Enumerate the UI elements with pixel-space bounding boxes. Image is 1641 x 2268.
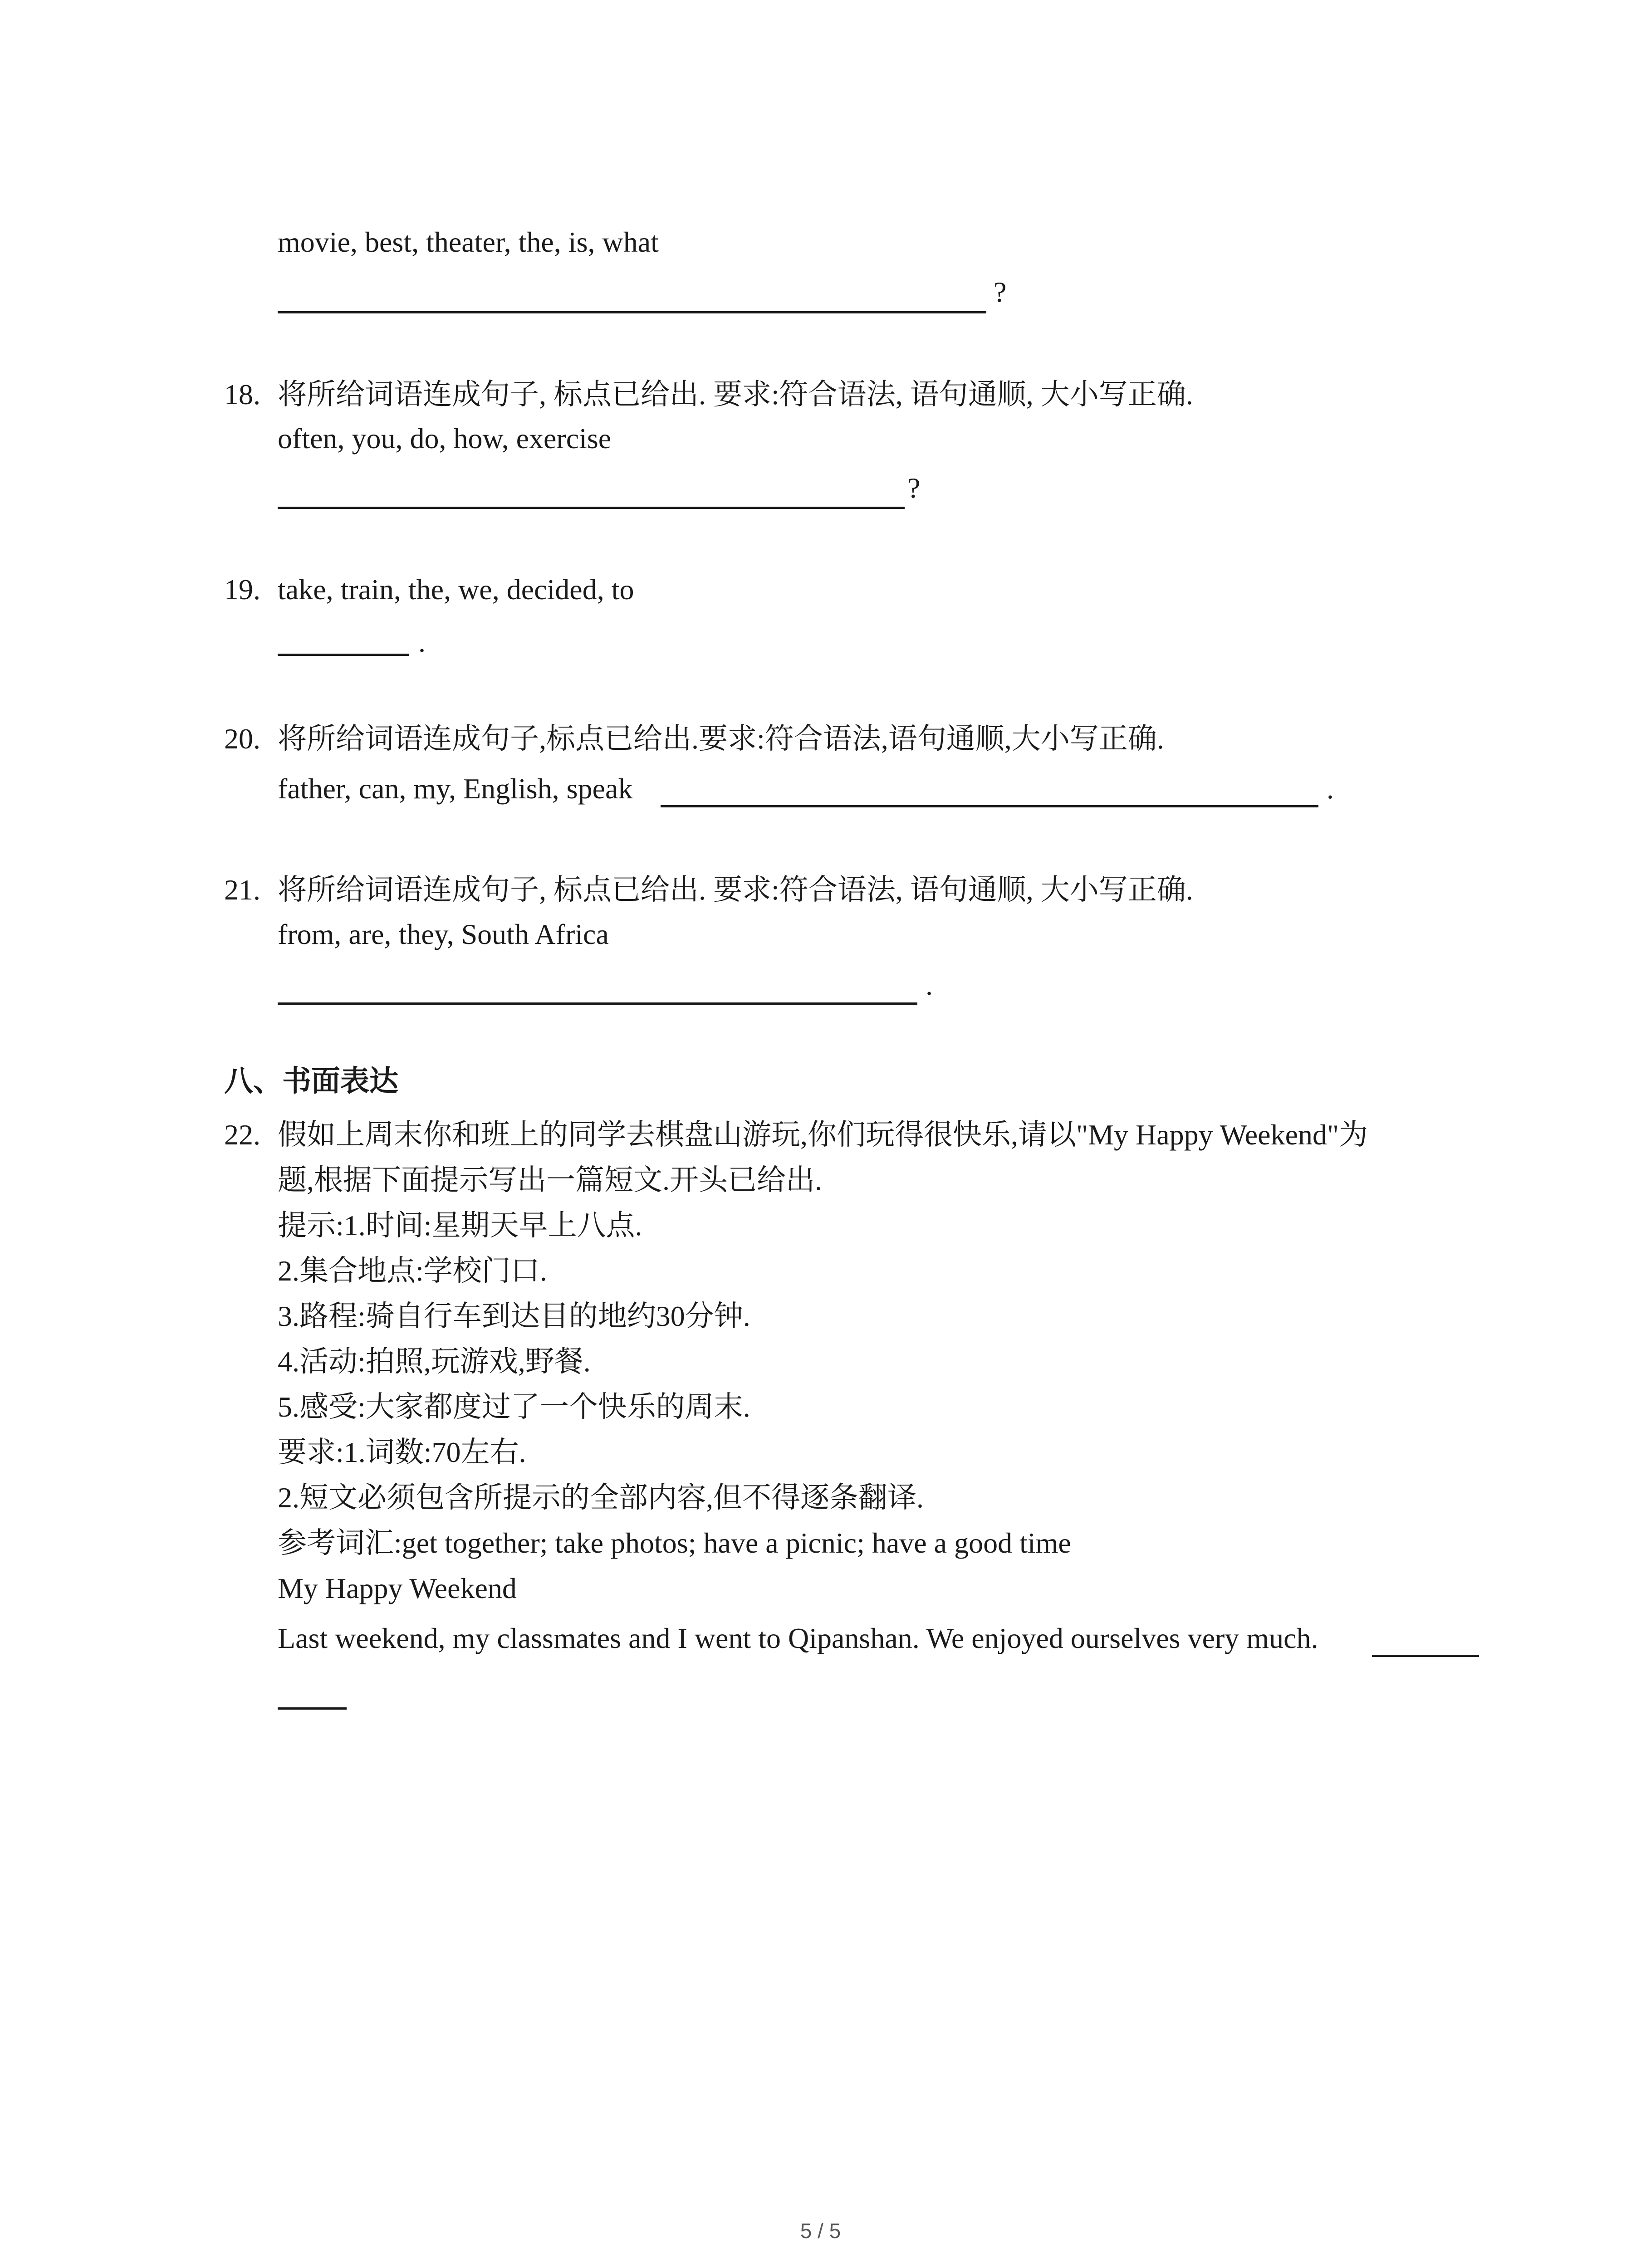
q21-end-punct: . <box>926 969 933 1001</box>
q17-words: movie, best, theater, the, is, what <box>278 226 659 258</box>
q22-line-6: 4.活动:拍照,玩游戏,野餐. <box>278 1345 591 1378</box>
q17-answer-blank[interactable] <box>278 311 986 313</box>
q22-line-8: 要求:1.词数:70左右. <box>278 1436 526 1468</box>
q20-end-punct: . <box>1327 772 1334 805</box>
q21-number: 21. <box>224 874 260 906</box>
q20-number: 20. <box>224 723 260 755</box>
page-number: 5 / 5 <box>800 2219 841 2243</box>
q22-line-3: 提示:1.时间:星期天早上八点. <box>278 1209 642 1242</box>
q20-instruction: 将所给词语连成句子,标点已给出.要求:符合语法,语句通顺,大小写正确. <box>278 723 1164 755</box>
q18-end-punct: ? <box>907 472 921 504</box>
q22-line-1: 假如上周末你和班上的同学去棋盘山游玩,你们玩得很快乐,请以"My Happy Weekend"为 <box>278 1119 1368 1151</box>
q22-answer-blank-1[interactable] <box>1372 1655 1479 1657</box>
q20-answer-blank[interactable] <box>661 805 1318 807</box>
q19-end-punct: . <box>418 626 426 658</box>
q20-words: father, can, my, English, speak <box>278 772 633 805</box>
q17-end-punct: ? <box>994 276 1007 308</box>
q22-line-9: 2.短文必须包含所提示的全部内容,但不得逐条翻译. <box>278 1481 924 1514</box>
q19-words: take, train, the, we, decided, to <box>278 573 634 606</box>
q21-instruction: 将所给词语连成句子, 标点已给出. 要求:符合语法, 语句通顺, 大小写正确. <box>278 874 1193 906</box>
q18-number: 18. <box>224 378 260 411</box>
q18-words: often, you, do, how, exercise <box>278 422 612 455</box>
q21-words: from, are, they, South Africa <box>278 918 609 950</box>
q18-answer-blank[interactable] <box>278 507 905 509</box>
q22-essay-title: My Happy Weekend <box>278 1572 517 1604</box>
q22-essay-opening: Last weekend, my classmates and I went to Qipanshan. We enjoyed ourselves very much. <box>278 1622 1318 1654</box>
q19-answer-blank[interactable] <box>278 654 409 656</box>
section-heading: 八、书面表达 <box>224 1065 398 1097</box>
q22-number: 22. <box>224 1119 260 1151</box>
q22-line-7: 5.感受:大家都度过了一个快乐的周末. <box>278 1391 750 1423</box>
q22-line-10: 参考词汇:get together; take photos; have a picnic; have a good time <box>278 1527 1071 1559</box>
q22-line-2: 题,根据下面提示写出一篇短文.开头已给出. <box>278 1164 822 1196</box>
q22-answer-blank-2[interactable] <box>278 1707 347 1710</box>
q19-number: 19. <box>224 573 260 606</box>
q22-line-4: 2.集合地点:学校门口. <box>278 1255 547 1287</box>
q18-instruction: 将所给词语连成句子, 标点已给出. 要求:符合语法, 语句通顺, 大小写正确. <box>278 378 1193 411</box>
q22-line-5: 3.路程:骑自行车到达目的地约30分钟. <box>278 1300 750 1332</box>
q21-answer-blank[interactable] <box>278 1002 917 1005</box>
